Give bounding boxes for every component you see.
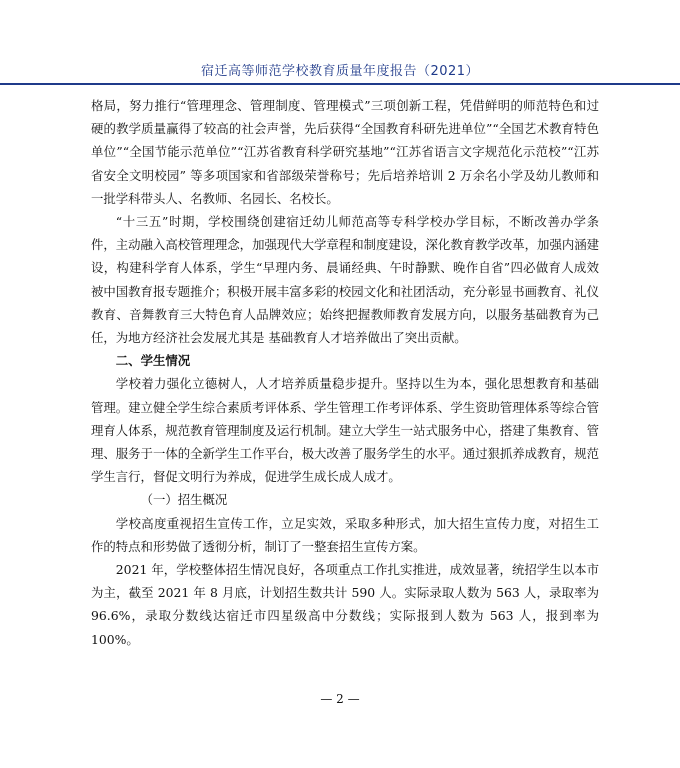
page-header-title: 宿迁高等师范学校教育质量年度报告（2021） [200, 64, 480, 79]
paragraph-school-honors: 格局，努力推行“管理理念、管理制度、管理模式”三项创新工程，凭借鲜明的师范特色和过硬的教学质量赢得了较高的社会声誉，先后获得“全国教育科研先进单位”“全国艺术教育特色单位”“全国节能示范单位”“江苏省教育科学研究基地”“江苏省语言文字规范化示范校”“江苏省安全文明校园” 等多项国家和省部级荣誉称号；先后培养培训 2 万余名小学及幼儿教师和一批学科带头人、名教师、名园长、名校长。 [91, 98, 599, 206]
section-heading-student-situation: 二、学生情况 [115, 353, 191, 369]
subsection-heading-enrollment: （一）招生概况 [140, 492, 228, 508]
paragraph-enrollment-statistics: 2021 年，学校整体招生情况良好，各项重点工作扎实推进，成效显著，统招学生以本市为主，截至 2021 年 8 月底，计划招生数共计 590 人。实际录取人数为 563 人，录取率为 96.6%，录取分数线达宿迁市四星级高中分数线；实际报到人数为 563 人，报到率为 100%。 [91, 562, 599, 647]
paragraph-enrollment-publicity: 学校高度重视招生宣传工作，立足实效，采取多种形式，加大招生宣传力度，对招生工作的特点和形势做了透彻分析，制订了一整套招生宣传方案。 [91, 515, 599, 554]
paragraph-student-management: 学校着力强化立德树人，人才培养质量稳步提升。坚持以生为本，强化思想教育和基础管理。建立健全学生综合素质考评体系、学生管理工作考评体系、学生资助管理体系等综合管理育人体系，规范教育管理制度及运行机制。建立大学生一站式服务中心，搭建了集教育、管理、服务于一体的全新学生工作平台，极大改善了服务学生的水平。通过狠抓养成教育，规范学生言行，督促文明行为养成，促进学生成长成人成才。 [91, 376, 600, 485]
report-body [91, 94, 599, 651]
paragraph-thirteenth-five-year: “十三五”时期，学校围绕创建宿迁幼儿师范高等专科学校办学目标，不断改善办学条件，主动融入高校管理理念，加强现代大学章程和制度建设，深化教育教学改革，加强内涵建设，构建科学育人体系，学生“早理内务、晨诵经典、午时静默、晚作自省”四必做育人成效被中国教育报专题推介；积极开展丰富多彩的校园文化和社团活动，充分彰显书画教育、礼仪教育、音舞教育三大特色育人品牌效应；始终把握教师教育发展方向，以服务基础教育为己任，为地方经济社会发展尤其是 基础教育人才培养做出了突出贡献。 [91, 214, 600, 346]
header-divider [0, 83, 680, 85]
page-number: — 2 — [320, 692, 360, 706]
